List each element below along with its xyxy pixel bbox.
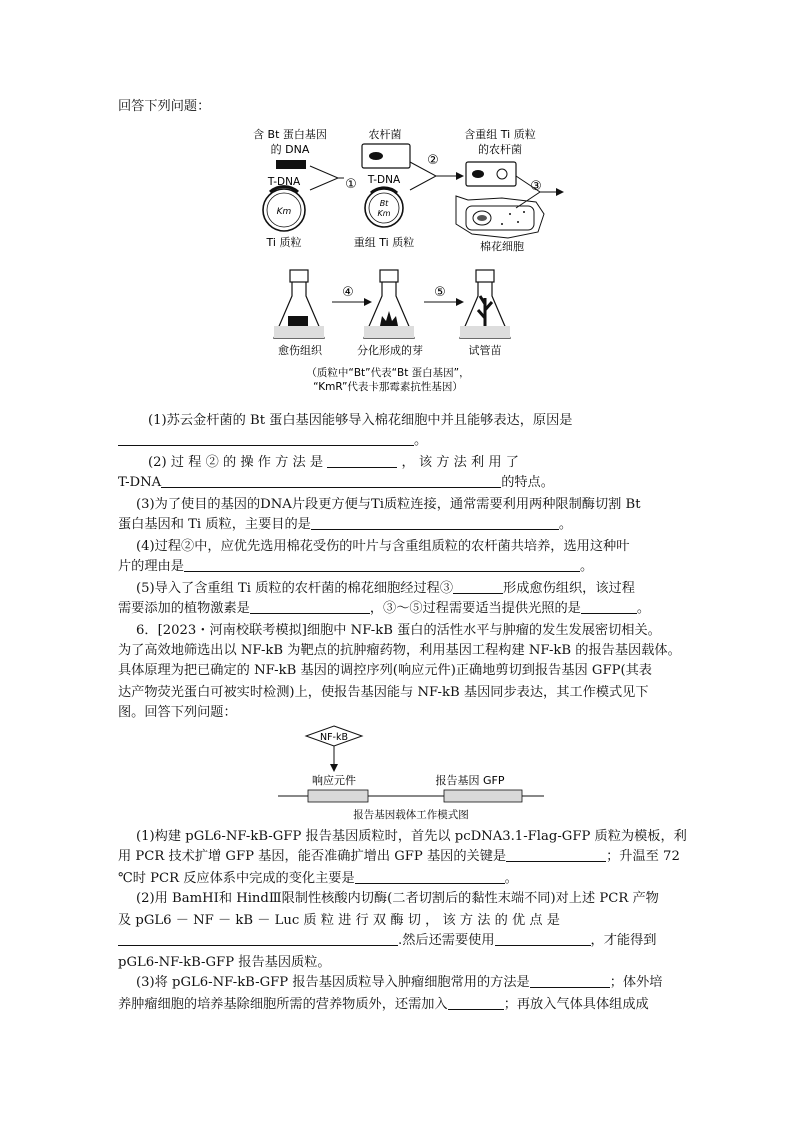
answer-blank[interactable] <box>250 599 370 614</box>
answer-blank[interactable] <box>327 453 397 468</box>
answer-blank[interactable] <box>448 995 504 1010</box>
step-1: ① <box>345 177 357 192</box>
dna-label-1: 含 Bt 蛋白基因 <box>253 128 327 141</box>
answer-blank[interactable] <box>506 847 606 862</box>
figure-note-2: “KmR”代表卡那霉素抗性基因） <box>313 381 463 392</box>
transgenic-cotton-figure <box>240 122 570 392</box>
figure-note-1: （质粒中“Bt”代表“Bt 蛋白基因”， <box>306 367 470 379</box>
bt-gene-fragment <box>276 160 306 169</box>
response-element-box <box>308 790 368 802</box>
tdna-label-1: T-DNA <box>267 176 301 188</box>
q6-sub1-line1: (1)构建 pGL6-NF-kB-GFP 报告基因质粒时，首先以 pcDNA3.1-Flag-GFP 质粒为模板，利 <box>136 829 687 844</box>
answer-blank[interactable] <box>530 973 610 988</box>
step-5: ⑤ <box>434 285 446 300</box>
q6-line4: 达产物荧光蛋白可被实时检测)上，使报告基因能与 NF-kB 基因同步表达，其工作模式见下 <box>118 685 649 700</box>
step-3: ③ <box>530 179 542 194</box>
q5-part5-line2: 需要添加的植物激素是 ，③～⑤过程需要适当提供光照的是 。 <box>118 601 651 616</box>
q6-line3: 具体原理为把已确定的 NF-kB 基因的调控序列(响应元件)正确地剪切到报告基因 GFP(其表 <box>118 663 652 678</box>
cotton-cell <box>466 206 534 230</box>
q6-sub2-line2: 及 pGL6 － NF － kB － Luc 质 粒 进 行 双 酶 切 ， 该 方 法 的 优 点 是 <box>118 913 560 928</box>
bud-label: 分化形成的芽 <box>357 344 423 357</box>
answer-blank[interactable] <box>453 579 503 594</box>
intro-text: 回答下列问题： <box>118 99 211 114</box>
dna-label-2: 的 DNA <box>270 143 310 156</box>
q6-sub1-line3: ℃时 PCR 反应体系中完成的变化主要是 。 <box>118 871 518 886</box>
bud-flask <box>364 270 414 338</box>
q6-line1: 6．[2023・河南校联考模拟]细胞中 NF-kB 蛋白的活性水平与肿瘤的发生发展密切相关。 <box>136 623 661 638</box>
q5-part5-line1: (5)导入了含重组 Ti 质粒的农杆菌的棉花细胞经过程③ 形成愈伤组织，该过程 <box>136 581 635 596</box>
cotton-cell-wall <box>456 196 544 238</box>
ti-plasmid-label: Ti 质粒 <box>266 236 302 249</box>
reporter-vector-figure <box>276 722 546 822</box>
answer-blank[interactable] <box>161 473 501 488</box>
q6-line5: 图。回答下列问题： <box>118 705 237 720</box>
km-label-2: Km <box>377 209 391 218</box>
q6-sub3-line2: 养肿瘤细胞的培养基除细胞所需的营养物质外，还需加入 ；再放入气体具体组成成 <box>118 997 649 1012</box>
callus-label: 愈伤组织 <box>278 344 322 357</box>
q5-part2-line2: T-DNA 的特点。 <box>118 475 554 490</box>
recombinant-plasmid-circle <box>365 189 403 227</box>
cotton-cell-label: 棉花细胞 <box>480 240 524 253</box>
answer-blank[interactable] <box>118 931 398 946</box>
q5-part1-answer: 。 <box>118 430 678 452</box>
q5-part3-line2: 蛋白基因和 Ti 质粒，主要目的是 。 <box>118 517 573 532</box>
recombinant-ti-label: 重组 Ti 质粒 <box>353 236 415 249</box>
answer-blank[interactable] <box>581 599 637 614</box>
answer-blank[interactable] <box>184 557 580 572</box>
figure2-caption: 报告基因载体工作模式图 <box>353 809 469 821</box>
plantlet-label: 试管苗 <box>468 344 502 357</box>
step-4: ④ <box>342 285 354 300</box>
km-label-1: Km <box>276 207 292 217</box>
answer-blank[interactable] <box>311 515 559 530</box>
q6-sub3-line1: (3)将 pGL6-NF-kB-GFP 报告基因质粒导入肿瘤细胞常用的方法是 ；体外培 <box>136 975 663 990</box>
q5-part1: (1)苏云金杆菌的 Bt 蛋白基因能够导入棉花细胞中并且能够表达，原因是 <box>148 413 573 428</box>
nfkb-label: NF-kB <box>319 732 349 743</box>
callus-flask <box>274 270 324 338</box>
response-element-label: 响应元件 <box>312 774 356 787</box>
q6-sub2-line3: .然后还需要使用 ，才能得到 <box>118 930 678 952</box>
q6-sub2-line1: (2)用 BamHⅠ和 HindⅢ限制性核酸内切酶(二者切割后的黏性末端不同)对上述 PCR 产物 <box>136 891 659 906</box>
bt-label: Bt <box>379 199 389 208</box>
answer-blank[interactable] <box>355 869 505 884</box>
reporter-gene-box <box>444 790 522 802</box>
q5-part4-line1: (4)过程②中，应优先选用棉花受伤的叶片与含重组质粒的农杆菌共培养，选用这种叶 <box>136 539 630 554</box>
tdna-label-2: T-DNA <box>367 174 401 186</box>
agrobacterium-label: 农杆菌 <box>368 128 402 141</box>
rec-agro-label-2: 的农杆菌 <box>478 143 522 156</box>
q5-part3-line1: (3)为了使目的基因的DNA片段更方便与Ti质粒连接，通常需要利用两种限制酶切割 Bt <box>136 497 641 512</box>
q5-part4-line2: 片的理由是 。 <box>118 559 594 574</box>
rec-agro-label-1: 含重组 Ti 质粒 <box>464 128 536 141</box>
step-2: ② <box>427 153 439 168</box>
plantlet-flask <box>460 270 510 338</box>
q6-sub2-line4: pGL6-NF-kB-GFP 报告基因质粒。 <box>118 955 331 970</box>
q6-line2: 为了高效地筛选出以 NF-kB 为靶点的抗肿瘤药物，利用基因工程构建 NF-kB 的报告基因载体。 <box>118 643 681 658</box>
reporter-gene-label: 报告基因 GFP <box>435 774 505 787</box>
answer-blank[interactable] <box>495 931 591 946</box>
answer-blank[interactable] <box>118 431 414 446</box>
q6-sub1-line2: 用 PCR 技术扩增 GFP 基因，能否准确扩增出 GFP 基因的关键是 ；升温至 72 <box>118 849 680 864</box>
q5-part2-line1: (2) 过 程 ② 的 操 作 方 法 是 ， 该 方 法 利 用 了 <box>148 455 519 470</box>
